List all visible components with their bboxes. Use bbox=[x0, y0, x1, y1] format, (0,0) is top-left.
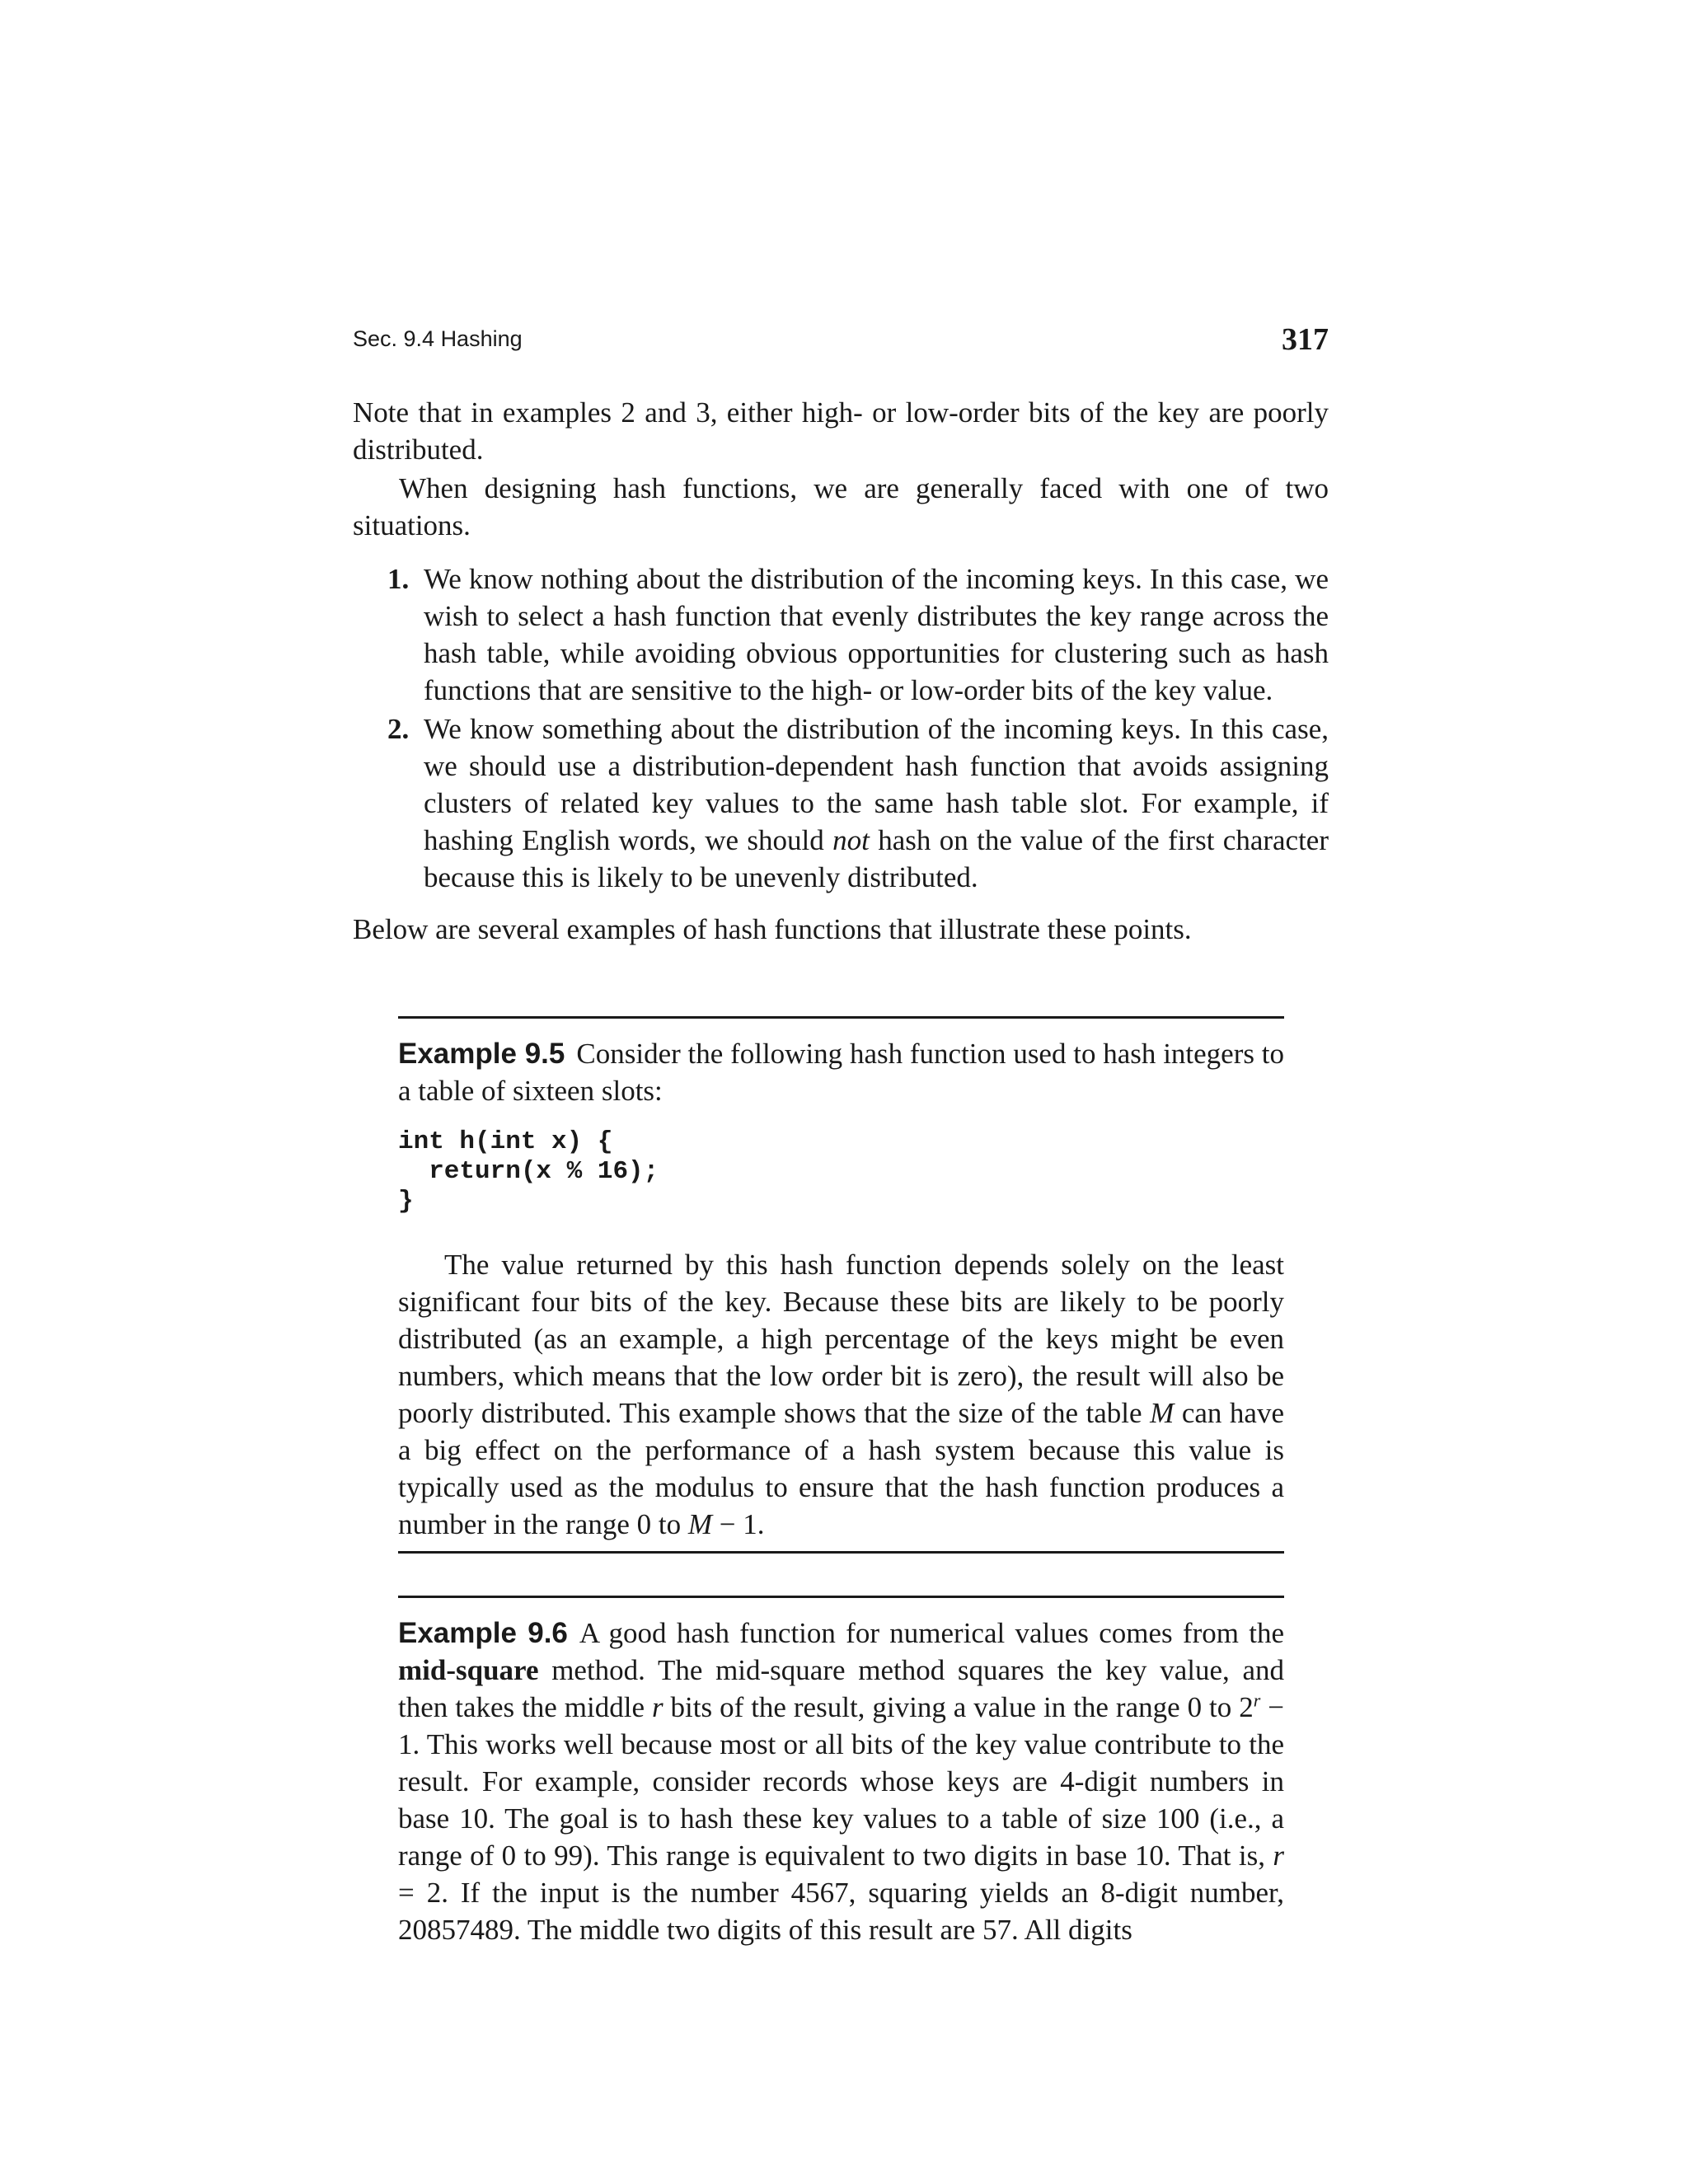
page-number: 317 bbox=[1282, 322, 1329, 357]
math-var-M: M bbox=[1150, 1397, 1175, 1429]
math-var-M: M bbox=[687, 1508, 713, 1540]
list-item bbox=[353, 560, 1329, 709]
list-item-text: We know nothing about the distribution of the incoming keys. In this case, we wish to select a hash function that evenly distributes the key range across the hash table, while avoiding obvious opportunities for clustering such as hash functions that are sensitive to the high- or low-order bits of the key value. bbox=[424, 563, 1329, 706]
term-mid-square: mid-square bbox=[398, 1654, 539, 1686]
math-var-r: r bbox=[651, 1691, 663, 1723]
list-item-text bbox=[424, 713, 1329, 893]
body-text-part: method. The mid-square method squares the key value, and then takes the middle bbox=[398, 1654, 1284, 1723]
example-label: Example 9.6 bbox=[398, 1617, 568, 1649]
body-text-part: A good hash function for numerical values comes from the bbox=[579, 1617, 1284, 1649]
list-item-number: 2. bbox=[387, 713, 410, 745]
code-block: int h(int x) { return(x % 16); } bbox=[398, 1127, 659, 1216]
list-item bbox=[353, 710, 1329, 896]
example-9-5-box bbox=[398, 1016, 1284, 1554]
body-text-part: The value returned by this hash function depends solely on the least significant four bits of the key. Because these bits are likely to be poorly distributed (as an example, a high percentage of the keys might be even numbers, which means that the low order bit is zero), the result will also be poorly distributed. This example shows that the size of the table bbox=[398, 1249, 1284, 1429]
running-head bbox=[353, 321, 1329, 363]
intro-paragraph-1: Note that in examples 2 and 3, either high- or low-order bits of the key are poorly distributed. bbox=[353, 396, 1329, 466]
math-var-r: r bbox=[1273, 1840, 1284, 1872]
example-9-5-intro bbox=[398, 1035, 1284, 1109]
body-text-part: − 1. bbox=[712, 1508, 765, 1540]
body-text-part: − 1. This works well because most or all bits of the key value contribute to the result. For example, consider records whose keys are 4-digit numbers in base 10. The goal is to hash these key values to a table of size 100 (i.e., a range of 0 to 99). This range is equivalent to two digits in base 10. That is, bbox=[398, 1691, 1284, 1872]
body-text-part: can have a big effect on the performance of a hash system because this value is typically used as the modulus to ensure that the hash function produces a number in the range 0 to bbox=[398, 1397, 1284, 1540]
list-item-text-part: hash on the value of the first character because this is likely to be unevenly distributed. bbox=[424, 824, 1329, 893]
example-9-6-body bbox=[398, 1615, 1284, 1948]
emphasis-not: not bbox=[832, 824, 870, 856]
example-label: Example 9.5 bbox=[398, 1038, 565, 1070]
example-9-6-box bbox=[398, 1596, 1284, 1948]
example-9-5-body bbox=[398, 1246, 1284, 1543]
main-text bbox=[353, 394, 1329, 948]
section-label: Sec. 9.4 Hashing bbox=[353, 326, 523, 351]
body-text-part: bits of the result, giving a value in the range 0 to 2 bbox=[663, 1691, 1254, 1723]
situation-list bbox=[353, 560, 1329, 896]
example-intro-text: Consider the following hash function used to hash integers to a table of sixteen slots: bbox=[398, 1038, 1284, 1107]
math-superscript-r: r bbox=[1253, 1690, 1261, 1711]
list-item-text-part: We know something about the distribution of the incoming keys. In this case, we should use a distribution-dependent hash function that avoids assigning clusters of related key values to the same hash table slot. For example, if hashing English words, we should bbox=[424, 713, 1329, 856]
examples-intro: Below are several examples of hash functions that illustrate these points. bbox=[353, 913, 1192, 945]
intro-paragraph-2: When designing hash functions, we are generally faced with one of two situations. bbox=[353, 472, 1329, 541]
list-item-number: 1. bbox=[387, 563, 410, 595]
body-text-part: = 2. If the input is the number 4567, squaring yields an 8-digit number, 20857489. The middle two digits of this result are 57. All digits bbox=[398, 1877, 1284, 1946]
